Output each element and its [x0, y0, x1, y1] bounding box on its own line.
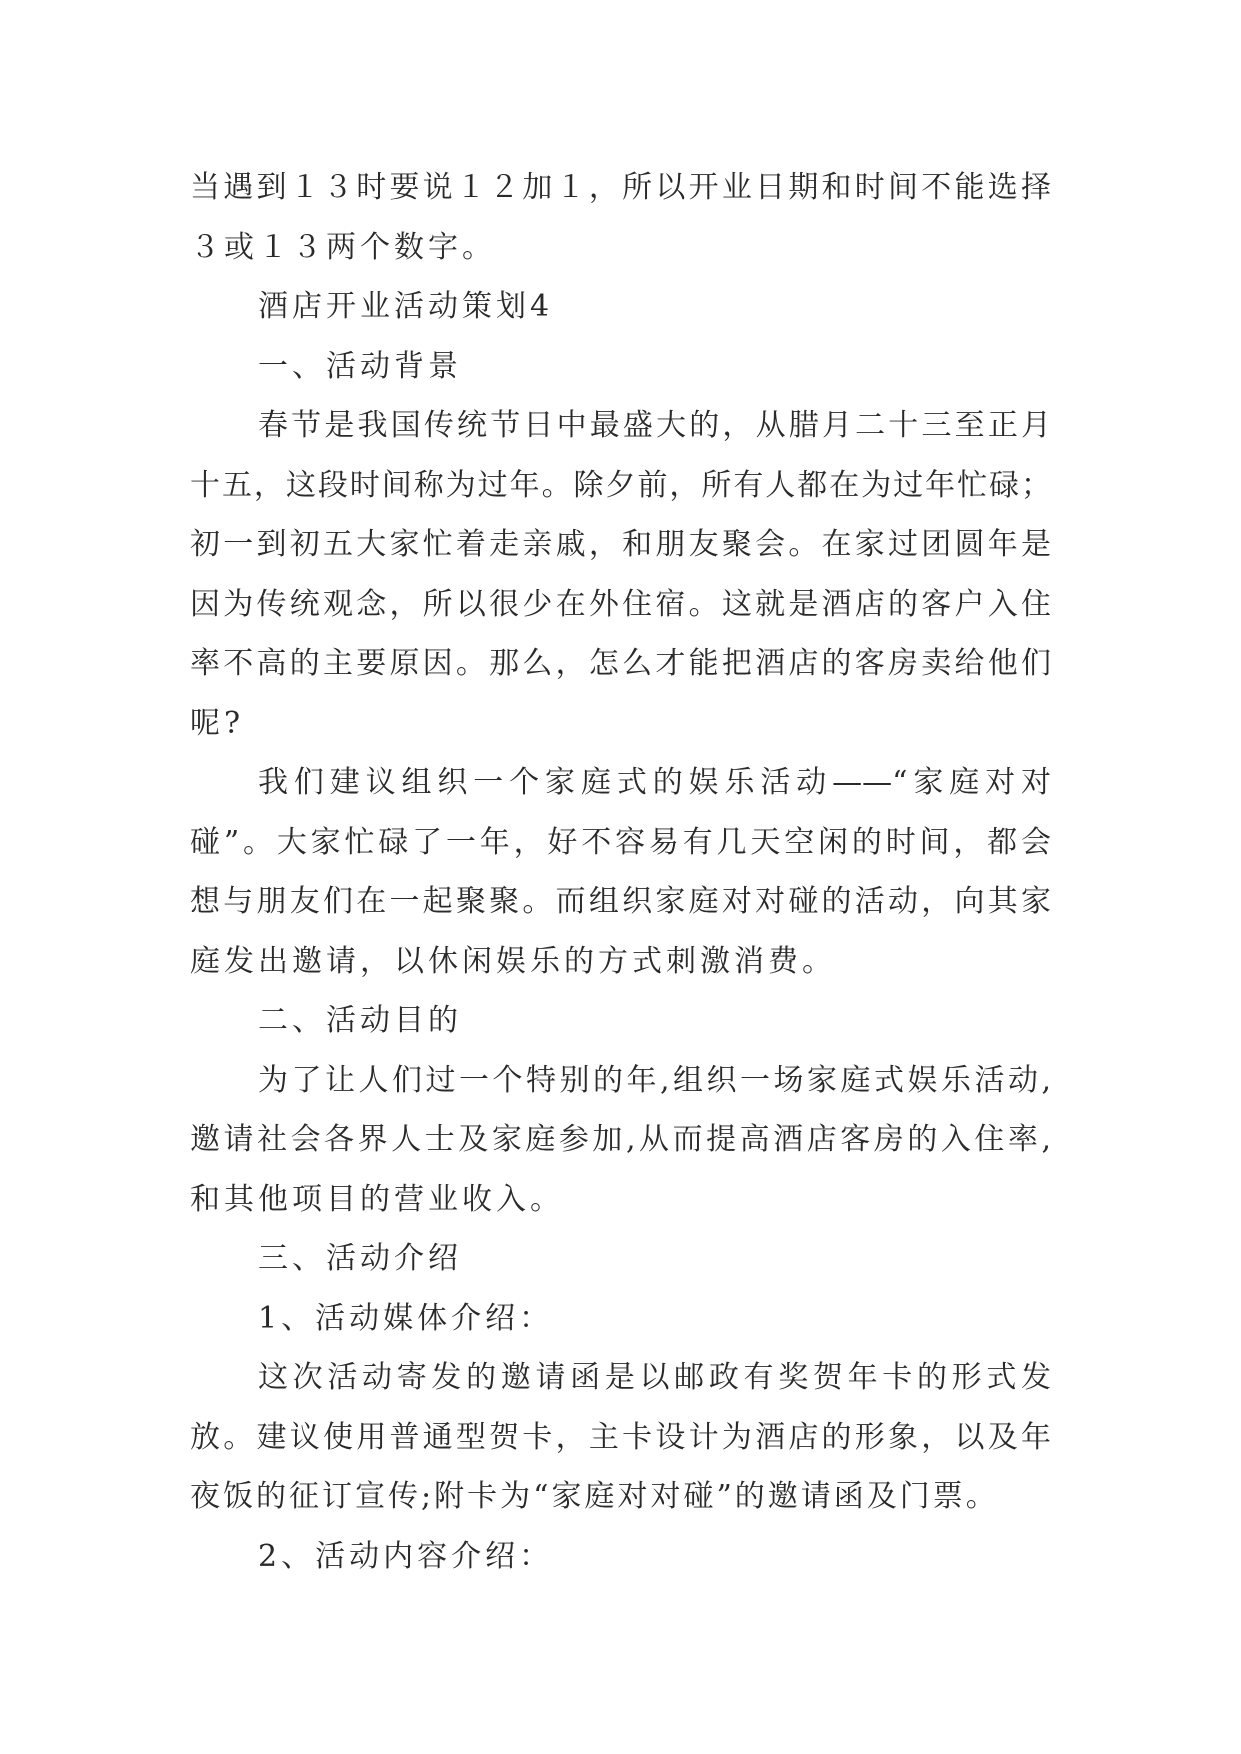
section-heading-text: 三、活动介绍 — [258, 1241, 462, 1276]
paragraph — [190, 1051, 1051, 1230]
paragraph — [190, 396, 1051, 753]
subsection-heading-text: 1、活动媒体介绍： — [258, 1300, 554, 1336]
text-line: 因为传统观念，所以很少在外住宿。这就是酒店的客户入住 — [190, 586, 1051, 622]
section-heading — [190, 1229, 1051, 1289]
text-line: 呢? — [190, 705, 245, 741]
text-line: ３或１３两个数字。 — [190, 229, 496, 265]
text-line: 我们建议组织一个家庭式的娱乐活动——“家庭对对 — [258, 765, 1051, 800]
text-line: 放。建议使用普通型贺卡，主卡设计为酒店的形象，以及年 — [190, 1419, 1051, 1455]
paragraph — [190, 158, 1051, 277]
subsection-heading — [190, 1289, 1051, 1349]
text-line: 庭发出邀请，以休闲娱乐的方式刺激消费。 — [190, 943, 836, 979]
text-line: 邀请社会各界人士及家庭参加,从而提高酒店客房的入住率, — [190, 1122, 1051, 1157]
document-page — [190, 158, 1051, 1586]
text-line: 夜饭的征订宣传;附卡为“家庭对对碰”的邀请函及门票。 — [190, 1479, 999, 1514]
text-line: 当遇到１３时要说１２加１，所以开业日期和时间不能选择 — [190, 170, 1051, 205]
text-line: 春节是我国传统节日中最盛大的，从腊月二十三至正月 — [258, 408, 1051, 443]
section-heading — [190, 991, 1051, 1051]
plan-title-text: 酒店开业活动策划4 — [258, 289, 554, 324]
plan-title — [190, 277, 1051, 337]
section-heading — [190, 337, 1051, 397]
text-line: 为了让人们过一个特别的年,组织一场家庭式娱乐活动, — [258, 1062, 1051, 1098]
text-line: 十五，这段时间称为过年。除夕前，所有人都在为过年忙碌； — [190, 467, 1051, 503]
subsection-heading — [190, 1527, 1051, 1587]
paragraph — [190, 1348, 1051, 1527]
text-line: 率不高的主要原因。那么，怎么才能把酒店的客房卖给他们 — [190, 646, 1051, 681]
text-line: 和其他项目的营业收入。 — [190, 1181, 564, 1217]
text-line: 这次活动寄发的邀请函是以邮政有奖贺年卡的形式发 — [258, 1360, 1051, 1395]
section-heading-text: 一、活动背景 — [258, 348, 462, 384]
section-heading-text: 二、活动目的 — [258, 1003, 462, 1038]
text-line: 初一到初五大家忙着走亲戚，和朋友聚会。在家过团圆年是 — [190, 527, 1051, 562]
paragraph — [190, 753, 1051, 991]
text-line: 碰”。大家忙碌了一年，好不容易有几天空闲的时间，都会 — [190, 824, 1051, 860]
text-line: 想与朋友们在一起聚聚。而组织家庭对对碰的活动，向其家 — [190, 884, 1051, 919]
subsection-heading-text: 2、活动内容介绍： — [258, 1538, 554, 1574]
